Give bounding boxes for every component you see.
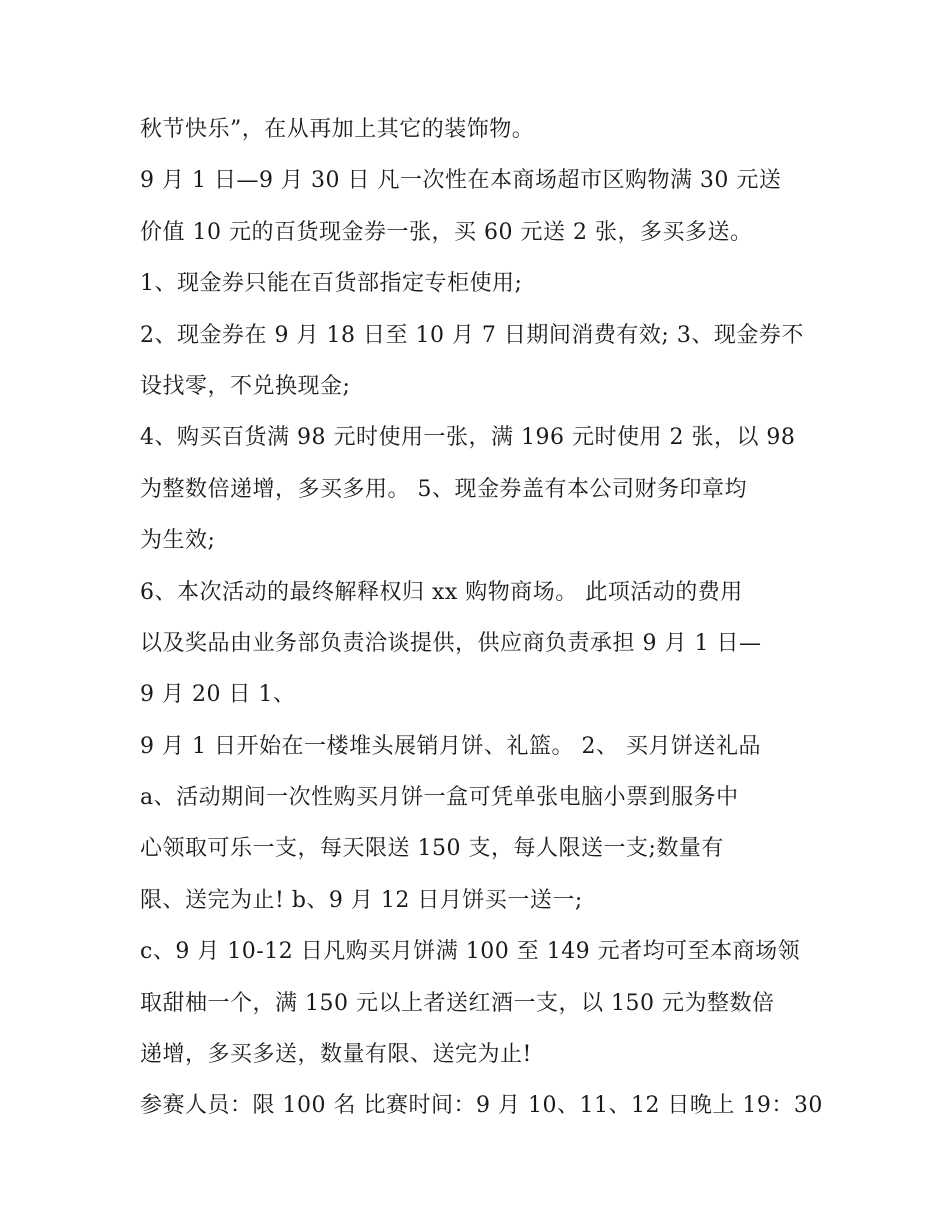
text-line: c、9 月 10-12 日凡购买月饼满 100 至 149 元者均可至本商场领 xyxy=(140,939,801,965)
text-line: 心领取可乐一支，每天限送 150 支，每人限送一支;数量有 xyxy=(140,836,724,862)
text-line: 设找零，不兑换现金; xyxy=(140,373,351,399)
text-line: 9 月 1 日—9 月 30 日 凡一次性在本商场超市区购物满 30 元送 xyxy=(140,168,782,194)
text-line: a、活动期间一次性购买月饼一盒可凭单张电脑小票到服务中 xyxy=(140,785,739,811)
text-line: 9 月 20 日 1、 xyxy=(140,682,296,708)
text-line: 为整数倍递增，多买多用。 5、现金券盖有本公司财务印章均 xyxy=(140,476,747,502)
text-line: 限、送完为止! b、9 月 12 日月饼买一送一; xyxy=(140,887,583,913)
text-line: 取甜柚一个，满 150 元以上者送红酒一支，以 150 元为整数倍 xyxy=(140,990,775,1016)
text-line: 秋节快乐”，在从再加上其它的装饰物。 xyxy=(140,117,535,142)
text-line: 为生效; xyxy=(140,528,216,554)
text-line: 参赛人员：限 100 名 比赛时间：9 月 10、11、12 日晚上 19：30 xyxy=(140,1093,823,1119)
text-line: 9 月 1 日开始在一楼堆头展销月饼、礼篮。 2、 买月饼送礼品 xyxy=(140,733,761,759)
text-line: 递增，多买多送，数量有限、送完为止! xyxy=(140,1042,532,1068)
text-line: 1、现金券只能在百货部指定专柜使用; xyxy=(140,271,523,297)
text-line: 6、本次活动的最终解释权归 xx 购物商场。 此项活动的费用 xyxy=(140,579,743,605)
text-line: 价值 10 元的百货现金券一张，买 60 元送 2 张，多买多送。 xyxy=(140,219,753,245)
document-body xyxy=(140,110,823,1138)
text-line: 4、购买百货满 98 元时使用一张，满 196 元时使用 2 张，以 98 xyxy=(140,425,796,451)
text-line: 以及奖品由业务部负责洽谈提供，供应商负责承担 9 月 1 日— xyxy=(140,630,762,656)
text-line: 2、现金券在 9 月 18 日至 10 月 7 日期间消费有效; 3、现金券不 xyxy=(140,322,804,348)
